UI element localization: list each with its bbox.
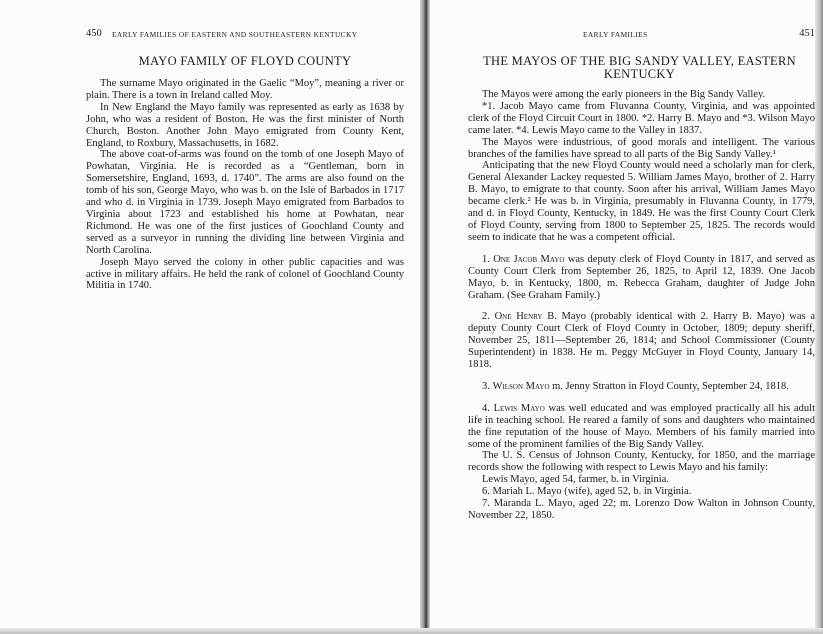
left-paragraph: The surname Mayo originated in the Gaelic “Moy”, meaning a river or plain. There is a town in Ireland called Moy. [86,78,404,101]
right-section-title-line2: KENTUCKY [603,67,676,81]
right-section-title-line1: THE MAYOS OF THE BIG SANDY VALLEY, EASTERN [483,54,796,68]
entry-text: was well educated and was employed practically all his adult life in teaching school. He reared a family of sons and daughters who maintained the fine reputation of the house of Mayo. Members of his family married into some of the prominent families of the Big Sandy Valley. [468,402,815,450]
entry-number: 1. [482,253,490,265]
family-list-item: Lewis Mayo, aged 54, farmer, b. in Virginia. [482,474,669,486]
entry-text: was deputy clerk of Floyd County in 1817, and served as County Court Clerk from September 26, 1825, to April 12, 1839. One Jacob Mayo, b. in Kentucky, 1800, m. Rebecca Graham, daughter of Judge John Graham. (See Graham Family.) [468,253,815,301]
entry-name: One Henry [494,311,543,323]
census-paragraph: The U. S. Census of Johnson County, Kentucky, for 1850, and the marriage records show the following with respect to Lewis Mayo and his family: [468,450,815,474]
left-page-number: 450 [86,28,102,39]
family-list-item: 7. Maranda L. Mayo, aged 22; m. Lorenzo Dow Walton in Johnson County, November 22, 1850. [468,498,815,521]
entry-number: 4. [482,402,490,414]
right-section-title [468,55,811,81]
right-page [430,0,815,634]
entry-number: 3. [482,380,490,392]
entry-text: m. Jenny Stratton in Floyd County, September 24, 1818. [552,380,789,392]
left-section-title: MAYO FAMILY OF FLOYD COUNTY [138,54,352,68]
entry-number: 2. [482,311,490,323]
right-paragraph: The Mayos were industrious, of good morals and intelligent. The various branches of the families have spread to all parts of the Big Sandy Valley.¹ [468,136,815,160]
right-running-head [468,30,815,42]
entry-name: One Jacob Mayo [493,253,565,265]
left-paragraph: In New England the Mayo family was represented as early as 1638 by John, who was a resident of Boston. He was the first minister of North Church, Boston. Another John Mayo emigrated from County Kent, England, to Roxbury, Massachusetts, in 1682. [86,101,404,149]
left-running-head-title: EARLY FAMILIES OF EASTERN AND SOUTHEASTERN KENTUCKY [112,30,358,39]
right-paragraph: *1. Jacob Mayo came from Fluvanna County, Virginia, and was appointed clerk of the Floyd Circuit Court in 1800. *2. Harry B. Mayo and *3. Wilson Mayo came later. *4. Lewis Mayo came to the Valley in 1837. [468,100,815,136]
entry-lewis-mayo [468,403,815,451]
right-paragraph: Anticipating that the new Floyd County would need a scholarly man for clerk, General Alexander Lackey requested 5. William James Mayo, brother of 2. Harry B. Mayo, to emigrate to that county. Soon after his arrival, William James Mayo became clerk.² He was b. in Virginia, presumably in Fluvanna County, in 1779, and d. in Floyd County, Kentucky, in 1849. He was the first County Court Clerk of Floyd County, serving from 1800 to September 25, 1825. The records would seem to indicate that he was a competent official. [468,160,815,243]
left-running-head [86,30,404,42]
page-edge-shadow [815,0,823,634]
left-paragraph: The above coat-of-arms was found on the tomb of one Joseph Mayo of Powhatan, Virginia. He is recorded as a “Gentleman, born in Somersetshire, England, 1693, d. 1740”. The arms are also found on the tomb of his son, George Mayo, who was b. on the Isle of Barbados in 1717 and who d. in Virginia in 1739. Joseph Mayo emigrated from Barbados to Virginia about 1723 and established his home at Powhatan, near Richmond. He was one of the first justices of Goochland County and served as a surveyor in running the dividing line between Virginia and North Carolina. [86,149,404,256]
entry-name: Wilson Mayo [492,380,550,392]
page-bottom-edge [0,628,823,634]
right-paragraph: The Mayos were among the early pioneers in the Big Sandy Valley. [482,89,766,100]
entry-wilson-mayo [468,381,815,393]
entry-henry-mayo [468,311,815,371]
book-gutter [420,0,430,634]
entry-name: Lewis Mayo [493,402,545,414]
entry-jacob-mayo [468,254,815,302]
right-running-head-title: EARLY FAMILIES [583,30,648,39]
right-page-number: 451 [799,28,815,39]
entry-text: B. Mayo (probably identical with 2. Harry B. Mayo) was a deputy County Court Clerk of Floyd County in October, 1809; deputy sheriff, November 25, 1811—September 26, 1814; and School Commissioner (County Superintendent) in 1838. He m. Peggy McGuyer in Floyd County, January 14, 1818. [468,311,815,371]
family-list-item: 6. Mariah L. Mayo (wife), aged 52, b. in Virginia. [482,486,692,498]
left-paragraph: Joseph Mayo served the colony in other public capacities and was active in military affairs. He held the rank of colonel of Goochland County Militia in 1740. [86,256,404,292]
